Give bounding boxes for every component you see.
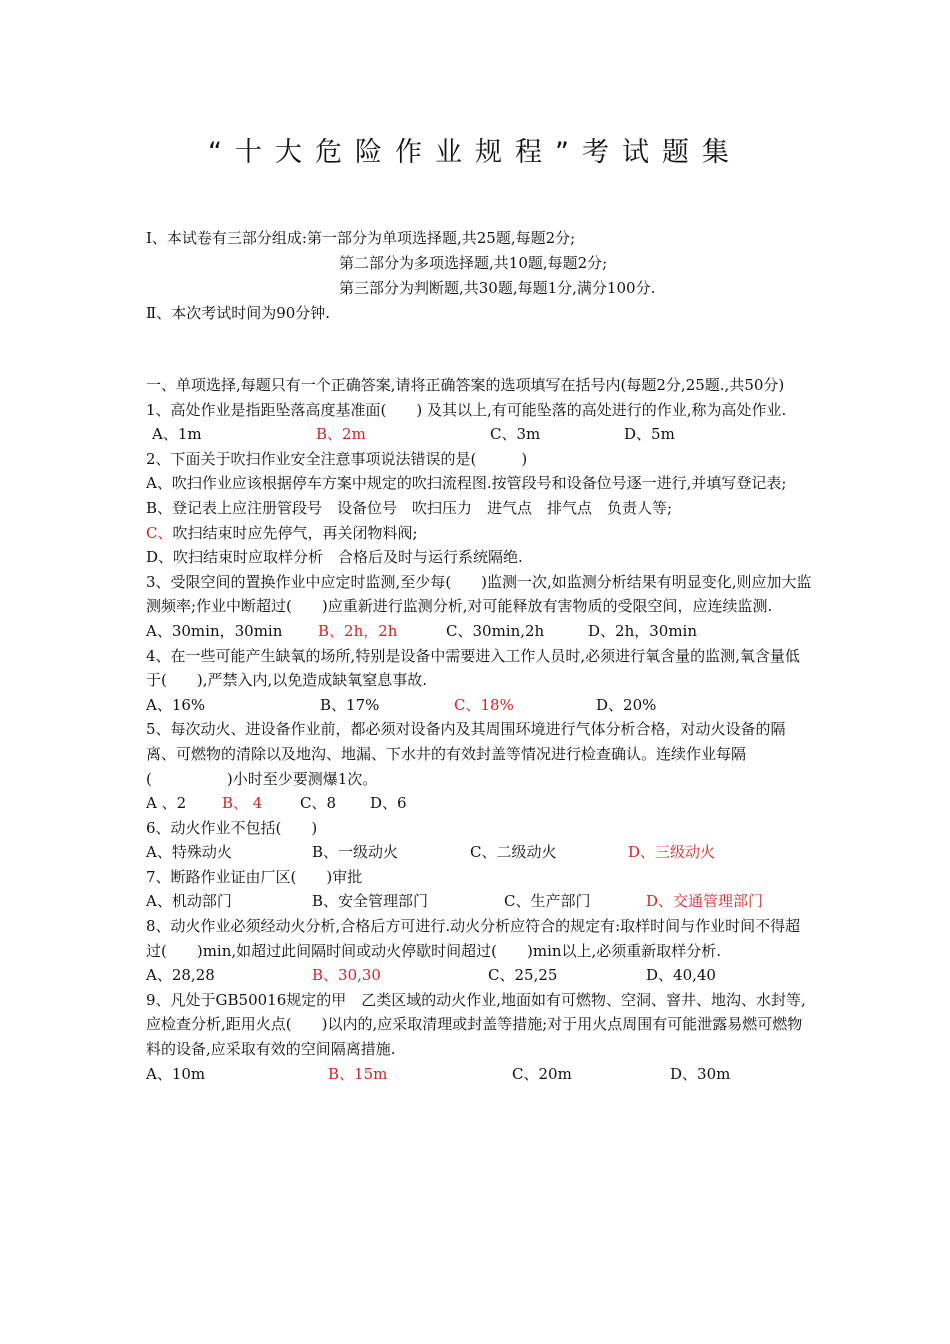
option-c-letter: C、: [146, 523, 173, 542]
option-d-correct: D、三级动火: [628, 843, 716, 862]
question-list: [146, 373, 814, 1086]
option-b-correct: B、2m: [316, 425, 366, 444]
question-stem: 9、凡处于GB50016规定的甲 乙类区域的动火作业,地面如有可燃物、空洞、窨井、地沟、水封等,应检查分析,距用火点( )以内的,应采取清理或封盖等措施;对于用火点周围有可能泄露易燃可燃物料的设备,应采取有效的空间隔离措施.: [146, 990, 806, 1059]
option-a: A、吹扫作业应该根据停车方案中规定的吹扫流程图.按管段号和设备位号逐一进行,并填写登记表;: [146, 474, 787, 493]
exam-instructions: [146, 226, 655, 326]
question-stem: 8、动火作业必须经动火分析,合格后方可进行.动火分析应符合的规定有:取样时间与作业时间不得超过( )min,如超过此间隔时间或动火停歇时间超过( )min以上,必须重新取样分析.: [146, 917, 801, 960]
option-c-correct: C、18%: [454, 695, 514, 714]
option-c-correct: [146, 521, 814, 546]
option-d: D、2h，30min: [588, 621, 697, 640]
section-heading: 一、单项选择,每题只有一个正确答案,请将正确答案的选项填写在括号内(每题2分,25题.,共50分): [146, 376, 785, 394]
option-a: A、16%: [146, 695, 206, 714]
instruction-line-4: Ⅱ、本次考试时间为90分钟.: [146, 304, 331, 322]
instruction-line-2: 第二部分为多项选择题,共10题,每题2分;: [339, 254, 608, 272]
option-d: D、20%: [596, 695, 657, 714]
option-a: A、1m: [152, 425, 202, 444]
page-title: “十大危险作业规程”考试题集: [208, 137, 742, 168]
option-c-text: 吹扫结束时应先停气，再关闭物料阀;: [172, 523, 418, 542]
instruction-line-3: 第三部分为判断题,共30题,每题1分,满分100分.: [339, 279, 656, 297]
option-row: [146, 619, 814, 644]
option-b-correct: B、30,30: [312, 966, 381, 985]
option-row: [146, 963, 814, 988]
option-row: [146, 1062, 814, 1087]
option-c: C、3m: [490, 425, 541, 444]
option-b: B、登记表上应注册管段号 设备位号 吹扫压力 进气点 排气点 负责人等;: [146, 498, 673, 517]
option-d: D、5m: [624, 425, 675, 444]
option-c: C、生产部门: [504, 892, 591, 911]
option-c: C、20m: [512, 1064, 572, 1083]
option-b: B、一级动火: [312, 843, 399, 862]
option-b: B、安全管理部门: [312, 892, 429, 911]
question-stem: 4、在一些可能产生缺氧的场所,特别是设备中需要进入工作人员时,必须进行氧含量的监测,氧含量低于( ),严禁入内,以免造成缺氧窒息事故.: [146, 646, 800, 690]
option-a: A、机动部门: [146, 892, 232, 911]
option-d: D、6: [370, 794, 407, 813]
question-stem: 7、断路作业证由厂区( )审批: [146, 867, 363, 886]
option-b-correct: B、2h，2h: [318, 621, 398, 640]
option-b-correct: B、15m: [328, 1064, 388, 1083]
question-stem: 2、下面关于吹扫作业安全注意事项说法错误的是( ): [146, 449, 528, 468]
instruction-line-1: Ⅰ、本试卷有三部分组成:第一部分为单项选择题,共25题,每题2分;: [146, 229, 576, 247]
option-d: D、40,40: [646, 966, 716, 985]
option-c: C、8: [300, 794, 337, 813]
option-c: C、30min,2h: [446, 621, 545, 640]
option-row: [146, 422, 814, 447]
option-a: A 、2: [146, 794, 187, 813]
question-stem: 5、每次动火、进设备作业前，都必须对设备内及其周围环境进行气体分析合格，对动火设备的隔离、可燃物的清除以及地沟、地漏、下水井的有效封盖等情况进行检查确认。连续作业每隔( )小时至少要测爆1次。: [146, 720, 786, 788]
option-d: D、吹扫结束时应取样分析 合格后及时与运行系统隔绝.: [146, 548, 523, 567]
option-a: A、特殊动火: [146, 843, 232, 862]
option-d-correct: D、交通管理部门: [646, 892, 764, 911]
question-stem: 1、高处作业是指距坠落高度基准面( ) 及其以上,有可能坠落的高处进行的作业,称为高处作业.: [146, 400, 787, 419]
option-b: B、17%: [320, 695, 380, 714]
option-a: A、10m: [146, 1064, 206, 1083]
option-c: C、二级动火: [470, 843, 557, 862]
option-row: [146, 791, 814, 816]
option-c: C、25,25: [488, 966, 558, 985]
question-stem: 6、动火作业不包括( ): [146, 818, 318, 837]
option-b-correct: B、 4: [222, 794, 263, 813]
option-row: [146, 693, 814, 718]
option-row: [146, 889, 814, 914]
option-a: A、28,28: [146, 966, 215, 985]
option-row: [146, 840, 814, 865]
option-a: A、30min，30min: [146, 621, 283, 640]
option-d: D、30m: [670, 1064, 731, 1083]
question-stem: 3、受限空间的置换作业中应定时监测,至少每( )监测一次,如监测分析结果有明显变化,则应加大监测频率;作业中断超过( )应重新进行监测分析,对可能释放有害物质的受限空间，应连续监测.: [146, 572, 812, 616]
